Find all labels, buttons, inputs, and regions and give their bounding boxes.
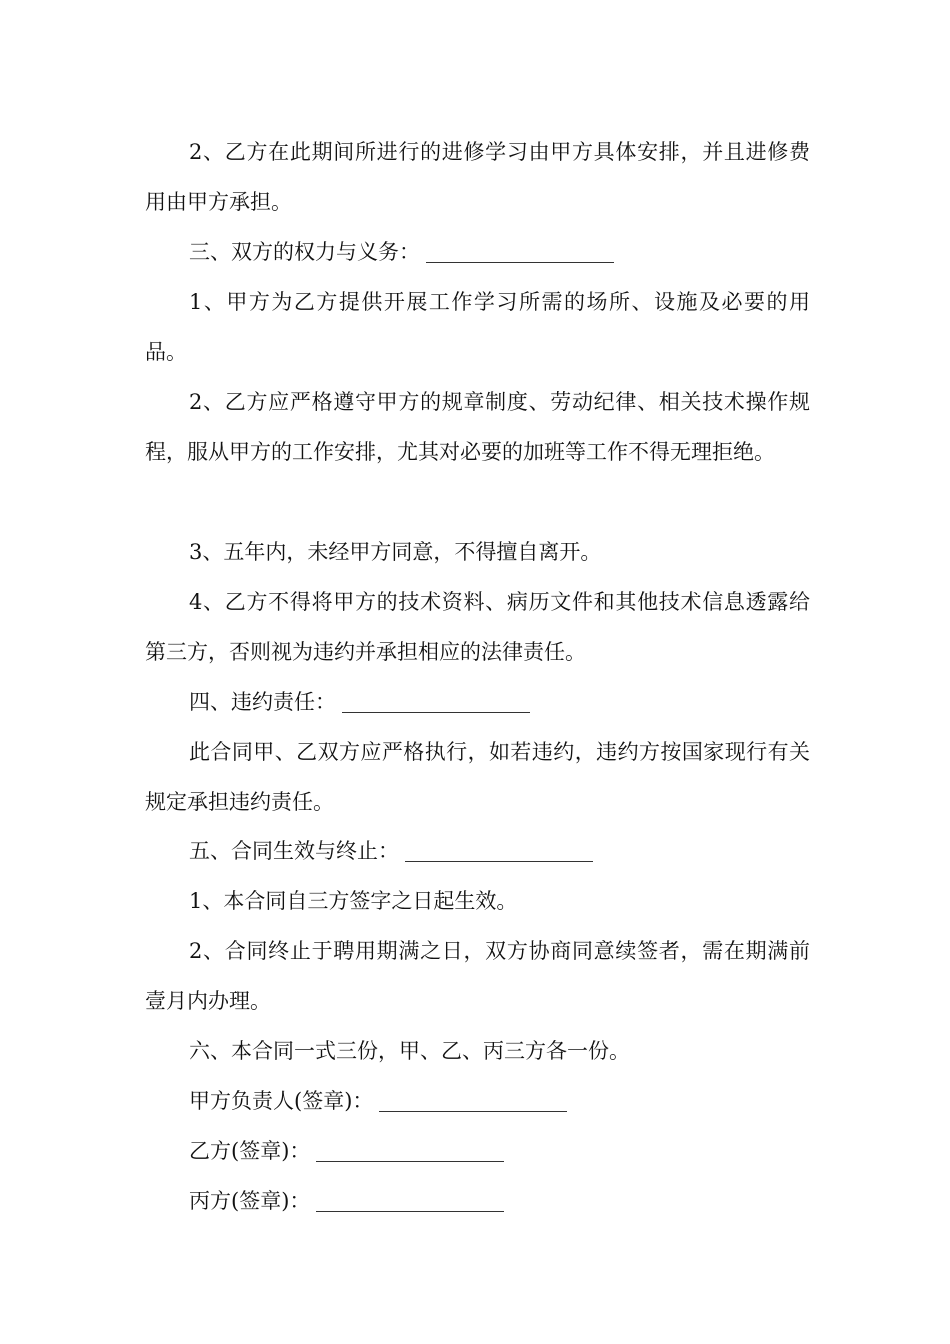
signature-blank-line bbox=[316, 1160, 504, 1162]
signature-party-a bbox=[189, 1076, 567, 1126]
section-heading-rights bbox=[189, 227, 614, 277]
paragraph-effective-date: 1、本合同自三方签字之日起生效。 bbox=[189, 889, 518, 913]
signature-party-c bbox=[189, 1176, 504, 1226]
section-heading-validity-text: 五、合同生效与终止： bbox=[189, 839, 399, 863]
paragraph-party-b-rules: 2、乙方应严格遵守甲方的规章制度、劳动纪律、相关技术操作规程，服从甲方的工作安排，尤其对必要的加班等工作不得无理拒绝。 bbox=[145, 390, 810, 464]
signature-party-b bbox=[189, 1126, 504, 1176]
blank-line bbox=[405, 860, 593, 862]
signature-party-a-label: 甲方负责人(签章)： bbox=[189, 1089, 374, 1113]
signature-blank-line bbox=[316, 1210, 504, 1212]
paragraph-training-cost: 2、乙方在此期间所进行的进修学习由甲方具体安排，并且进修费用由甲方承担。 bbox=[145, 140, 810, 214]
paragraph-five-years: 3、五年内，未经甲方同意，不得擅自离开。 bbox=[189, 540, 602, 564]
blank-line bbox=[426, 261, 614, 263]
paragraph-party-a-provides: 1、甲方为乙方提供开展工作学习所需的场所、设施及必要的用品。 bbox=[145, 290, 810, 364]
section-heading-rights-text: 三、双方的权力与义务： bbox=[189, 240, 420, 264]
signature-blank-line bbox=[379, 1110, 567, 1112]
paragraph-breach-liability: 此合同甲、乙双方应严格执行，如若违约，违约方按国家现行有关规定承担违约责任。 bbox=[145, 740, 810, 814]
blank-line bbox=[342, 711, 530, 713]
signature-party-b-label: 乙方(签章)： bbox=[189, 1139, 311, 1163]
paragraph-termination: 2、合同终止于聘用期满之日，双方协商同意续签者，需在期满前壹月内办理。 bbox=[145, 939, 810, 1013]
signature-party-c-label: 丙方(签章)： bbox=[189, 1189, 311, 1213]
section-heading-breach bbox=[189, 677, 530, 727]
paragraph-copies: 六、本合同一式三份，甲、乙、丙三方各一份。 bbox=[189, 1039, 630, 1063]
section-heading-validity bbox=[189, 826, 593, 876]
paragraph-confidentiality: 4、乙方不得将甲方的技术资料、病历文件和其他技术信息透露给第三方，否则视为违约并承担相应的法律责任。 bbox=[145, 590, 810, 664]
section-heading-breach-text: 四、违约责任： bbox=[189, 690, 336, 714]
